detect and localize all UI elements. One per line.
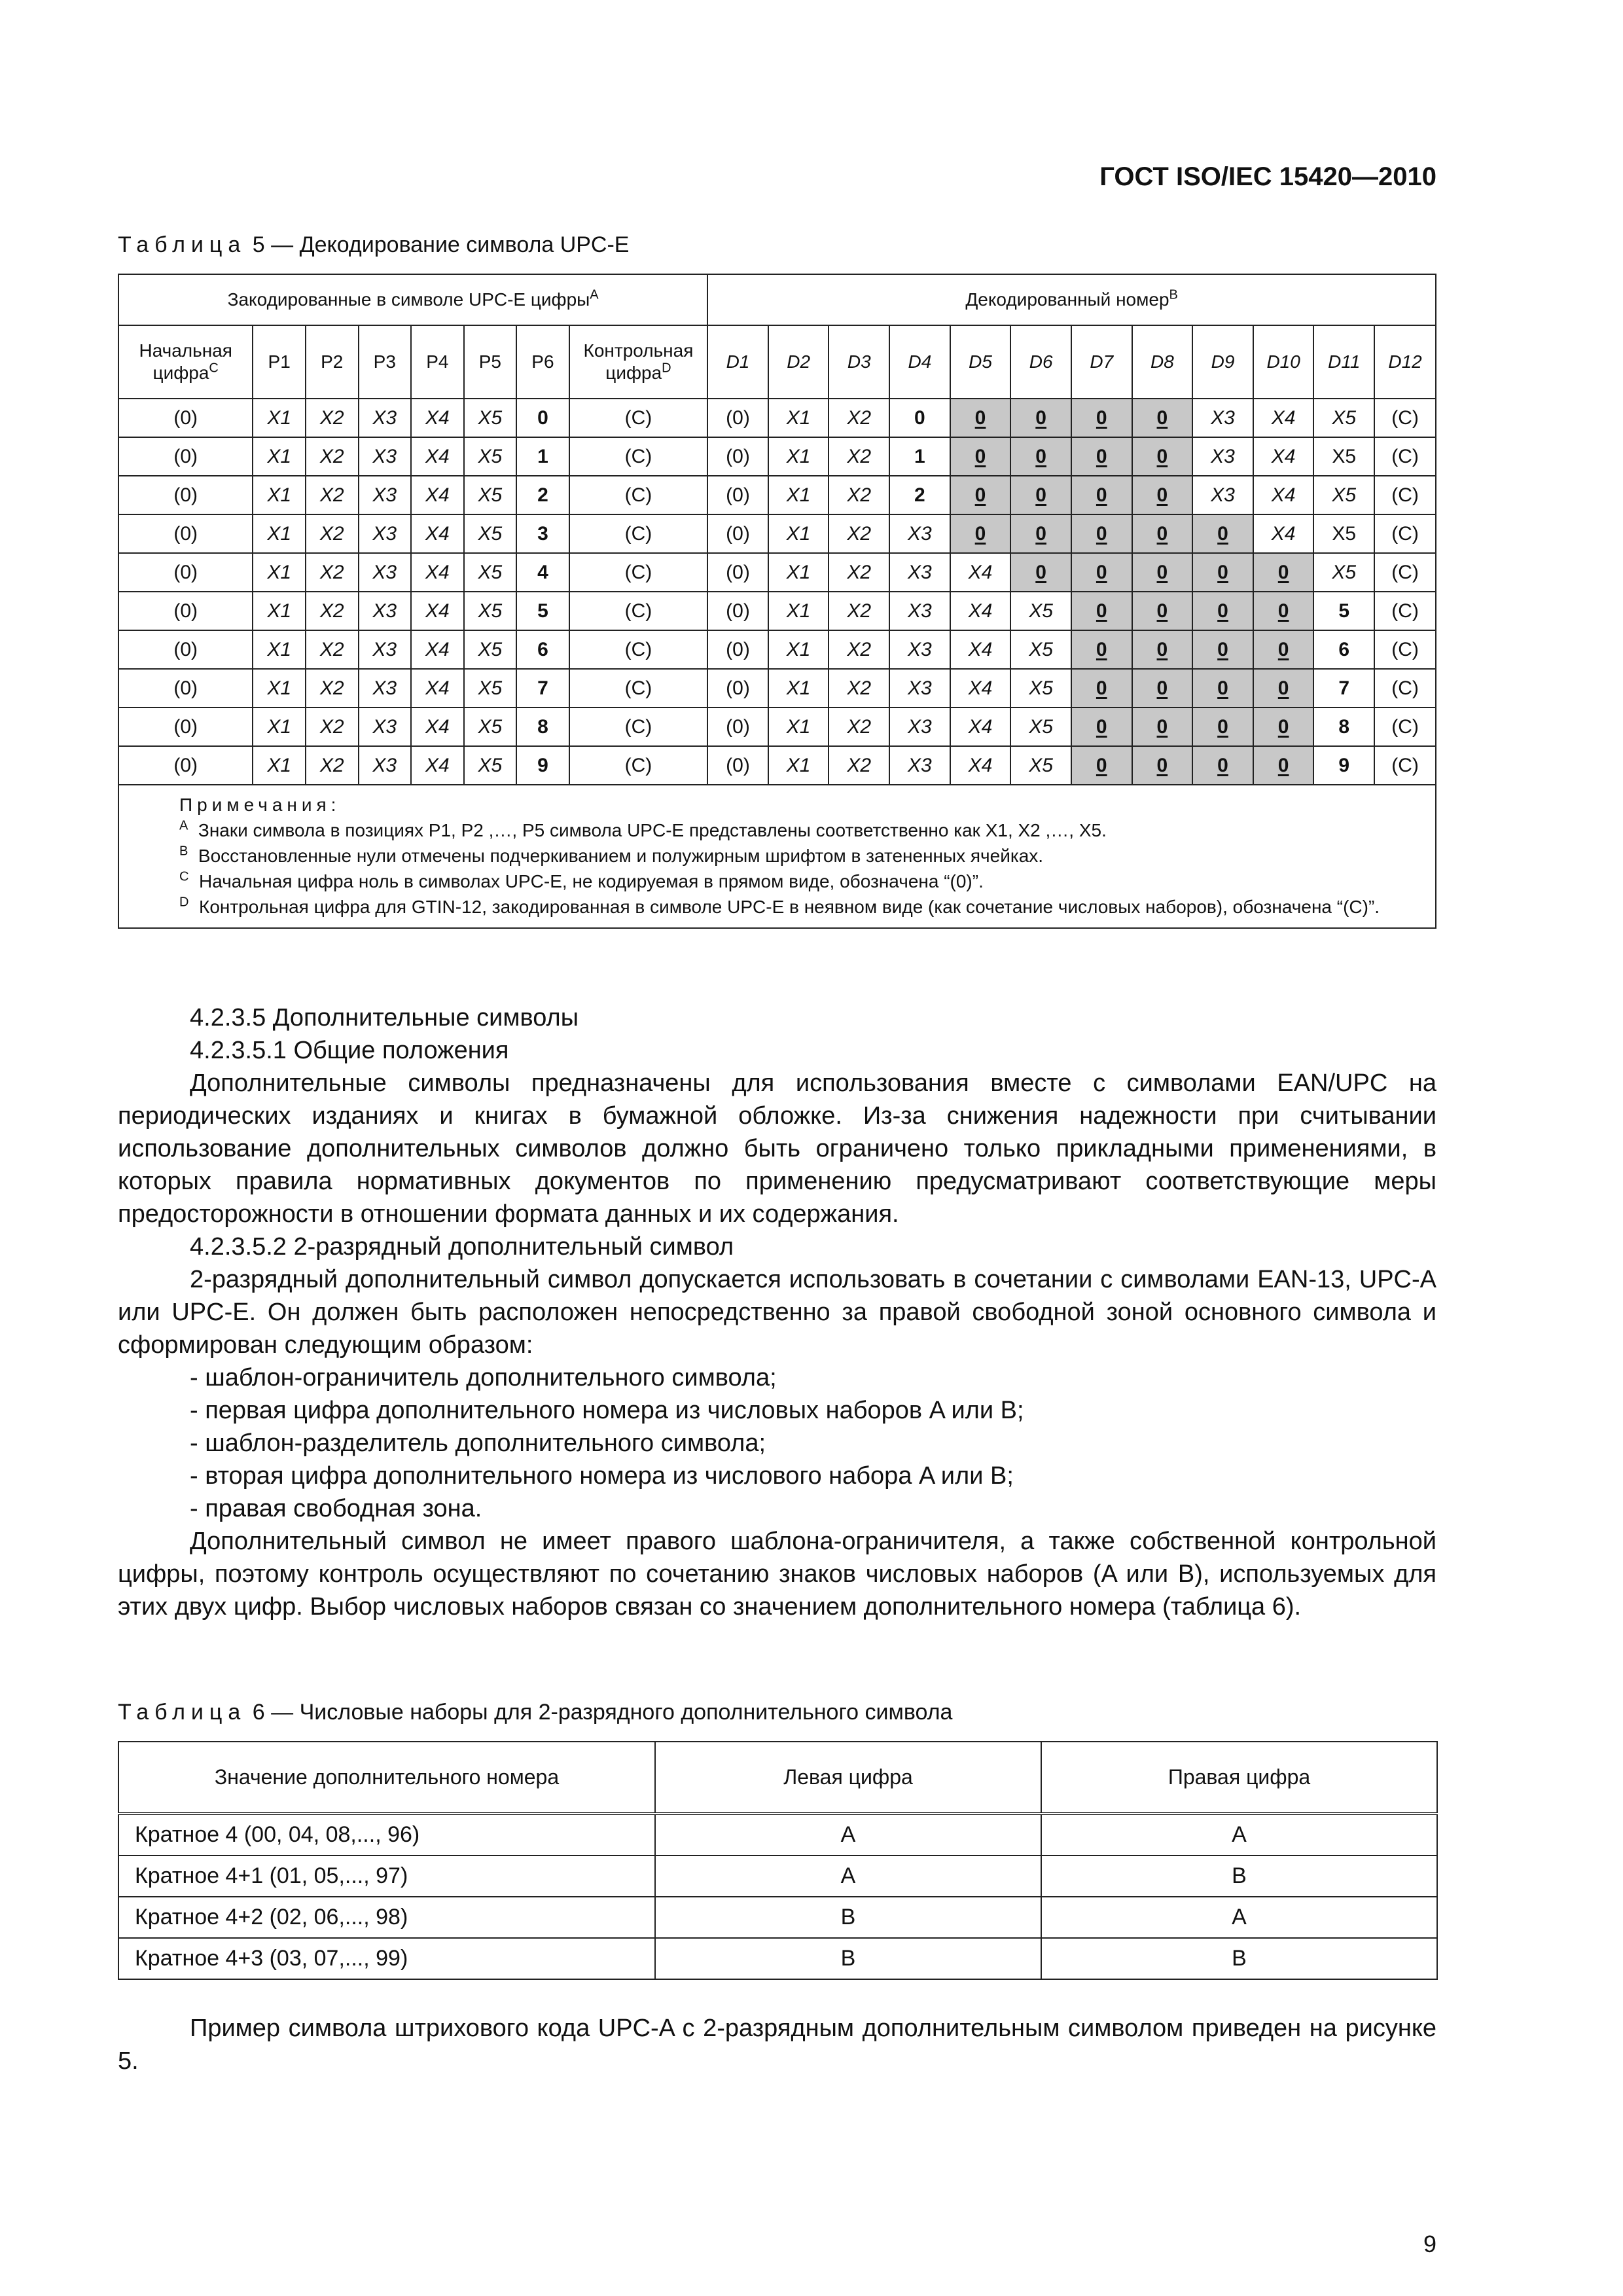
table5-cell: 3 <box>516 514 569 553</box>
table5-cell: X1 <box>253 746 306 785</box>
table5-cell: (C) <box>1374 476 1436 514</box>
table6-cell: A <box>655 1814 1041 1856</box>
table5-cell: (0) <box>118 669 253 708</box>
table5-cell: (0) <box>118 514 253 553</box>
table5-cell: X2 <box>306 630 359 669</box>
table5-upc-e-decoding <box>118 274 1436 929</box>
table5-cell: X2 <box>306 708 359 746</box>
table-row <box>118 553 1436 592</box>
table5-cell: X2 <box>829 708 889 746</box>
header-col-d: D10 <box>1253 325 1314 399</box>
table5-notes <box>118 785 1436 928</box>
table5-cell: 0 <box>950 476 1011 514</box>
table5-cell: 0 <box>1253 746 1314 785</box>
table5-cell: X1 <box>253 630 306 669</box>
table5-cell: X1 <box>253 669 306 708</box>
table5-cell: 7 <box>516 669 569 708</box>
table5-cell: (C) <box>569 399 708 437</box>
table5-cell: X2 <box>306 746 359 785</box>
table5-cell: X4 <box>950 746 1011 785</box>
table5-cell: X1 <box>768 553 829 592</box>
table5-cell: (C) <box>1374 746 1436 785</box>
table5-cell: (C) <box>1374 630 1436 669</box>
table5-cell: 0 <box>516 399 569 437</box>
table5-cell: X2 <box>306 437 359 476</box>
table5-cell: 0 <box>889 399 950 437</box>
table5-cell: X2 <box>306 592 359 630</box>
table5-cell: X4 <box>1253 514 1314 553</box>
table5-cell: 0 <box>1132 592 1193 630</box>
table5-cell: X5 <box>1313 514 1374 553</box>
table6-cell: Кратное 4+2 (02, 06,..., 98) <box>118 1897 655 1938</box>
table6-cell: A <box>1041 1814 1437 1856</box>
table5-cell: X5 <box>1010 592 1071 630</box>
table5-cell: X5 <box>1010 669 1071 708</box>
table5-cell: (C) <box>569 476 708 514</box>
table5-cell: (C) <box>1374 514 1436 553</box>
header-check-digit: Контрольная цифра$^D$ <box>569 325 708 399</box>
table5-cell: (0) <box>118 399 253 437</box>
table5-cell: 2 <box>889 476 950 514</box>
table5-cell: 9 <box>516 746 569 785</box>
table6-caption <box>118 1700 952 1725</box>
table5-cell: 0 <box>1132 630 1193 669</box>
table5-cell: X3 <box>1192 476 1253 514</box>
table5-cell: (C) <box>569 514 708 553</box>
table5-cell: 6 <box>1313 630 1374 669</box>
table5-cell: (C) <box>569 746 708 785</box>
table5-cell: X2 <box>829 669 889 708</box>
table5-cell: 0 <box>1192 630 1253 669</box>
table5-cell: X5 <box>464 669 517 708</box>
table-row <box>118 1856 1437 1897</box>
table5-cell: 0 <box>1192 514 1253 553</box>
table5-cell: 2 <box>516 476 569 514</box>
table5-cell: (0) <box>118 630 253 669</box>
table5-cell: X5 <box>464 708 517 746</box>
table6-header-left: Левая цифра <box>655 1742 1041 1814</box>
note-item: $^D$ Контрольная цифра для GTIN-12, закодированная в символе UPC-E в неявном виде (как сочетание числовых наборов), обозначена “(C)”. <box>179 895 1380 917</box>
table5-cell: 1 <box>516 437 569 476</box>
table5-cell: X4 <box>411 746 464 785</box>
table5-cell: X4 <box>1253 399 1314 437</box>
table5-cell: 0 <box>1132 708 1193 746</box>
table5-cell: 0 <box>1071 669 1132 708</box>
table5-cell: X1 <box>768 437 829 476</box>
table-row <box>118 592 1436 630</box>
header-col-p: P3 <box>359 325 412 399</box>
table5-cell: 0 <box>1253 630 1314 669</box>
paragraph-example: Пример символа штрихового кода UPC-A с 2-разрядным дополнительным символом приведен на рисунке 5. <box>118 2015 1436 2075</box>
table5-cell: 0 <box>1253 553 1314 592</box>
table5-cell: X4 <box>411 630 464 669</box>
table5-cell: X2 <box>829 592 889 630</box>
table5-cell: X1 <box>768 669 829 708</box>
table5-cell: X4 <box>411 514 464 553</box>
table5-cell: X3 <box>889 630 950 669</box>
table5-cell: X2 <box>306 553 359 592</box>
table5-cell: X4 <box>411 553 464 592</box>
table5-cell: X5 <box>1010 708 1071 746</box>
table5-cell: (0) <box>707 399 768 437</box>
paragraph-2-digit: 2-разрядный дополнительный символ допускается использовать в сочетании с символами EAN-13, UPC-A или UPC-E. Он должен быть расположен непосредственно за правой свободной зоной основного символа и сформирован следующим образом: <box>118 1266 1436 1359</box>
table5-cell: 0 <box>1192 669 1253 708</box>
table5-cell: 0 <box>1192 708 1253 746</box>
table5-cell: 0 <box>1010 476 1071 514</box>
table5-cell: 0 <box>1192 592 1253 630</box>
table5-cell: (0) <box>118 553 253 592</box>
table-row <box>118 669 1436 708</box>
table5-cell: 0 <box>1132 746 1193 785</box>
table5-cell: X3 <box>359 669 412 708</box>
header-col-d: D8 <box>1132 325 1193 399</box>
table-row <box>118 437 1436 476</box>
table5-cell: (0) <box>707 630 768 669</box>
table5-cell: 0 <box>1010 437 1071 476</box>
table5-cell: 0 <box>1132 553 1193 592</box>
table5-cell: X1 <box>768 630 829 669</box>
table5-cell: X1 <box>253 592 306 630</box>
table5-cell: (C) <box>569 669 708 708</box>
table5-cell: X5 <box>464 437 517 476</box>
table5-cell: X2 <box>306 669 359 708</box>
paragraph-general: Дополнительные символы предназначены для использования вместе с символами EAN/UPC на периодических изданиях и книгах в бумажной обложке. Из-за снижения надежности при считывании использование дополнительных символов должно быть ограничено только прикладными применениями, в которых правила нормативных документов по применению предусматривают соответствующие меры предосторожности в отношении формата данных и их содержания. <box>118 1069 1436 1228</box>
table5-cell: 0 <box>1071 708 1132 746</box>
table6-header-right: Правая цифра <box>1041 1742 1437 1814</box>
table5-cell: (0) <box>118 746 253 785</box>
header-col-p: P2 <box>306 325 359 399</box>
table5-cell: (C) <box>569 630 708 669</box>
header-col-p: P4 <box>411 325 464 399</box>
table5-cell: X2 <box>829 514 889 553</box>
table5-cell: 9 <box>1313 746 1374 785</box>
list-item: - правая свободная зона. <box>190 1495 482 1522</box>
header-start-digit: Начальная цифра$^C$ <box>118 325 253 399</box>
table5-cell: X4 <box>950 708 1011 746</box>
table5-cell: X4 <box>411 592 464 630</box>
table-row <box>118 1897 1437 1938</box>
table5-cell: X5 <box>464 746 517 785</box>
table5-cell: X3 <box>1192 399 1253 437</box>
table5-cell: (0) <box>118 437 253 476</box>
table5-cell: (0) <box>118 476 253 514</box>
table5-cell: X4 <box>411 476 464 514</box>
table5-cell: X5 <box>1010 746 1071 785</box>
table5-cell: X5 <box>464 399 517 437</box>
table5-cell: (C) <box>569 592 708 630</box>
table6-header-value: Значение дополнительного номера <box>118 1742 655 1814</box>
table5-cell: X1 <box>253 437 306 476</box>
header-col-d: D7 <box>1071 325 1132 399</box>
table5-cell: 0 <box>1132 476 1193 514</box>
table5-cell: X4 <box>950 553 1011 592</box>
table5-cell: 0 <box>1132 399 1193 437</box>
table6-cell: Кратное 4 (00, 04, 08,..., 96) <box>118 1814 655 1856</box>
header-col-d: D1 <box>707 325 768 399</box>
table-row <box>118 399 1436 437</box>
table5-cell: X4 <box>950 630 1011 669</box>
table5-cell: 0 <box>1071 437 1132 476</box>
table5-cell: 0 <box>950 437 1011 476</box>
table5-cell: (C) <box>1374 708 1436 746</box>
note-item: $^B$ Восстановленные нули отмечены подчеркиванием и полужирным шрифтом в затененных ячейках. <box>179 844 1044 866</box>
table5-cell: X5 <box>464 630 517 669</box>
table5-cell: X4 <box>1253 437 1314 476</box>
table5-cell: 8 <box>516 708 569 746</box>
table5-cell: 0 <box>1071 399 1132 437</box>
table5-cell: X2 <box>829 437 889 476</box>
table6-caption-word: Таблица <box>118 1700 247 1725</box>
table5-cell: (0) <box>707 437 768 476</box>
table5-cell: X2 <box>829 630 889 669</box>
table5-cell: X5 <box>464 476 517 514</box>
table5-cell: (0) <box>707 746 768 785</box>
table5-cell: (0) <box>707 514 768 553</box>
table5-cell: (0) <box>707 592 768 630</box>
table5-cell: X3 <box>359 592 412 630</box>
section-example <box>118 2012 1436 2077</box>
table-row <box>118 1938 1437 1979</box>
table5-cell: X1 <box>768 708 829 746</box>
header-col-d: D12 <box>1374 325 1436 399</box>
note-item: $^C$ Начальная цифра ноль в символах UPC-E, не кодируемая в прямом виде, обозначена “(0)”. <box>179 869 984 891</box>
table5-cell: X4 <box>411 437 464 476</box>
table-row <box>118 476 1436 514</box>
table5-cell: (C) <box>569 708 708 746</box>
header-col-p: P6 <box>516 325 569 399</box>
table5-cell: X4 <box>1253 476 1314 514</box>
table5-cell: 0 <box>1192 746 1253 785</box>
table5-cell: (0) <box>118 708 253 746</box>
table6-number-sets <box>118 1741 1438 1980</box>
table5-cell: 5 <box>516 592 569 630</box>
table5-cell: 0 <box>1071 476 1132 514</box>
table5-cell: X1 <box>768 399 829 437</box>
table5-cell: X3 <box>889 669 950 708</box>
table5-cell: 0 <box>1071 514 1132 553</box>
table5-cell: X3 <box>359 708 412 746</box>
table6-cell: B <box>655 1938 1041 1979</box>
table6-caption-text: 6 — Числовые наборы для 2-разрядного дополнительного символа <box>252 1700 953 1725</box>
table5-cell: X2 <box>306 476 359 514</box>
document-header: ГОСТ ISO/IEC 15420—2010 <box>1099 162 1436 191</box>
table5-cell: 1 <box>889 437 950 476</box>
table-row <box>118 1814 1437 1856</box>
header-col-d: D6 <box>1010 325 1071 399</box>
table5-cell: 0 <box>1071 630 1132 669</box>
table-row <box>118 746 1436 785</box>
table5-cell: 6 <box>516 630 569 669</box>
table5-cell: 7 <box>1313 669 1374 708</box>
table-row <box>118 630 1436 669</box>
heading-4-2-3-5-1: 4.2.3.5.1 Общие положения <box>190 1037 509 1064</box>
header-col-d: D11 <box>1313 325 1374 399</box>
header-col-d: D9 <box>1192 325 1253 399</box>
table5-cell: 0 <box>1071 592 1132 630</box>
table5-cell: 0 <box>1253 669 1314 708</box>
header-col-d: D5 <box>950 325 1011 399</box>
table5-cell: X5 <box>1313 437 1374 476</box>
table5-cell: X3 <box>889 553 950 592</box>
section-4-2-3-5 <box>118 1001 1436 1623</box>
table5-cell: 0 <box>950 514 1011 553</box>
table5-cell: (0) <box>707 476 768 514</box>
table5-cell: X1 <box>768 592 829 630</box>
table5-cell: X3 <box>359 476 412 514</box>
header-decoded-group: Декодированный номер$^B$ <box>707 274 1436 325</box>
paragraph-check: Дополнительный символ не имеет правого шаблона-ограничителя, а также собственной контрольной цифры, поэтому контроль осуществляют по сочетанию знаков числовых наборов (A или B), используемых для этих двух цифр. Выбор числовых наборов связан со значением дополнительного номера (таблица 6). <box>118 1528 1436 1621</box>
table5-cell: 0 <box>1253 708 1314 746</box>
table5-cell: X5 <box>464 553 517 592</box>
table5-cell: (0) <box>118 592 253 630</box>
table5-cell: X5 <box>1313 399 1374 437</box>
table5-cell: 8 <box>1313 708 1374 746</box>
table5-cell: X1 <box>768 514 829 553</box>
table6-cell: Кратное 4+1 (01, 05,..., 97) <box>118 1856 655 1897</box>
notes-title: Примечания: <box>179 795 341 815</box>
table5-cell: X2 <box>829 399 889 437</box>
table5-cell: X2 <box>306 514 359 553</box>
list-item: - первая цифра дополнительного номера из числовых наборов A или B; <box>190 1397 1024 1424</box>
table5-caption-text: 5 — Декодирование символа UPC-E <box>252 232 630 257</box>
table6-cell: Кратное 4+3 (03, 07,..., 99) <box>118 1938 655 1979</box>
table5-cell: X5 <box>464 514 517 553</box>
table5-cell: X4 <box>411 669 464 708</box>
table5-cell: X4 <box>950 592 1011 630</box>
header-col-d: D3 <box>829 325 889 399</box>
note-item: $^A$ Знаки символа в позициях P1, P2 ,…, P5 символа UPC-E представлены соответственно как X1, X2 ,…, X5. <box>179 818 1107 840</box>
table5-cell: (C) <box>1374 399 1436 437</box>
table5-cell: (C) <box>569 437 708 476</box>
table5-cell: 0 <box>1132 437 1193 476</box>
table6-cell: B <box>1041 1856 1437 1897</box>
table-row <box>118 514 1436 553</box>
table5-cell: (C) <box>1374 437 1436 476</box>
table5-cell: X3 <box>359 437 412 476</box>
table5-cell: X1 <box>768 746 829 785</box>
table5-cell: X1 <box>253 514 306 553</box>
heading-4-2-3-5-2: 4.2.3.5.2 2-разрядный дополнительный символ <box>190 1233 734 1261</box>
table5-cell: (C) <box>1374 553 1436 592</box>
table5-cell: (0) <box>707 553 768 592</box>
heading-4-2-3-5: 4.2.3.5 Дополнительные символы <box>190 1004 579 1031</box>
table5-cell: X3 <box>889 514 950 553</box>
table5-cell: X3 <box>1192 437 1253 476</box>
table5-cell: X5 <box>1313 476 1374 514</box>
header-col-p: P5 <box>464 325 517 399</box>
table5-cell: 0 <box>1132 669 1193 708</box>
table5-cell: (C) <box>1374 669 1436 708</box>
table5-cell: X4 <box>411 708 464 746</box>
table5-cell: X3 <box>359 514 412 553</box>
header-col-d: D2 <box>768 325 829 399</box>
header-encoded-group: Закодированные в символе UPC-E цифры$^A$ <box>118 274 707 325</box>
table6-cell: A <box>1041 1897 1437 1938</box>
table5-cell: 4 <box>516 553 569 592</box>
table-row <box>118 708 1436 746</box>
table5-cell: X2 <box>306 399 359 437</box>
table5-cell: 0 <box>1010 399 1071 437</box>
table5-cell: 0 <box>1253 592 1314 630</box>
table5-cell: X1 <box>253 708 306 746</box>
list-item: - шаблон-ограничитель дополнительного символа; <box>190 1364 777 1391</box>
table6-cell: B <box>655 1897 1041 1938</box>
table5-cell: X2 <box>829 553 889 592</box>
page-number: 9 <box>1423 2231 1436 2257</box>
table5-cell: X1 <box>253 553 306 592</box>
table5-cell: X3 <box>359 553 412 592</box>
table5-cell: 0 <box>1192 553 1253 592</box>
table5-cell: 0 <box>1010 514 1071 553</box>
table5-cell: X3 <box>359 746 412 785</box>
table5-cell: X3 <box>359 630 412 669</box>
table6-cell: B <box>1041 1938 1437 1979</box>
table5-cell: 0 <box>1010 553 1071 592</box>
header-col-p: P1 <box>253 325 306 399</box>
table5-cell: X5 <box>464 592 517 630</box>
table6-cell: A <box>655 1856 1041 1897</box>
list-item: - шаблон-разделитель дополнительного символа; <box>190 1429 766 1457</box>
table5-cell: (0) <box>707 669 768 708</box>
table5-cell: X5 <box>1010 630 1071 669</box>
table5-cell: X3 <box>889 708 950 746</box>
table5-cell: X1 <box>253 399 306 437</box>
table5-cell: X4 <box>950 669 1011 708</box>
table5-cell: (C) <box>569 553 708 592</box>
table5-cell: X2 <box>829 746 889 785</box>
table5-cell: X5 <box>1313 553 1374 592</box>
table5-cell: 0 <box>1071 553 1132 592</box>
list-item: - вторая цифра дополнительного номера из числового набора A или B; <box>190 1462 1014 1490</box>
table5-cell: 0 <box>1132 514 1193 553</box>
table5-cell: X1 <box>253 476 306 514</box>
table5-cell: (C) <box>1374 592 1436 630</box>
table5-cell: X1 <box>768 476 829 514</box>
table5-cell: X3 <box>889 746 950 785</box>
header-col-d: D4 <box>889 325 950 399</box>
table5-cell: X3 <box>359 399 412 437</box>
table5-cell: 5 <box>1313 592 1374 630</box>
table5-cell: X4 <box>411 399 464 437</box>
table5-cell: 0 <box>950 399 1011 437</box>
table5-cell: 0 <box>1071 746 1132 785</box>
table5-cell: X3 <box>889 592 950 630</box>
table5-caption-word: Таблица <box>118 232 247 257</box>
table5-caption <box>118 232 629 258</box>
table5-cell: (0) <box>707 708 768 746</box>
table5-cell: X2 <box>829 476 889 514</box>
